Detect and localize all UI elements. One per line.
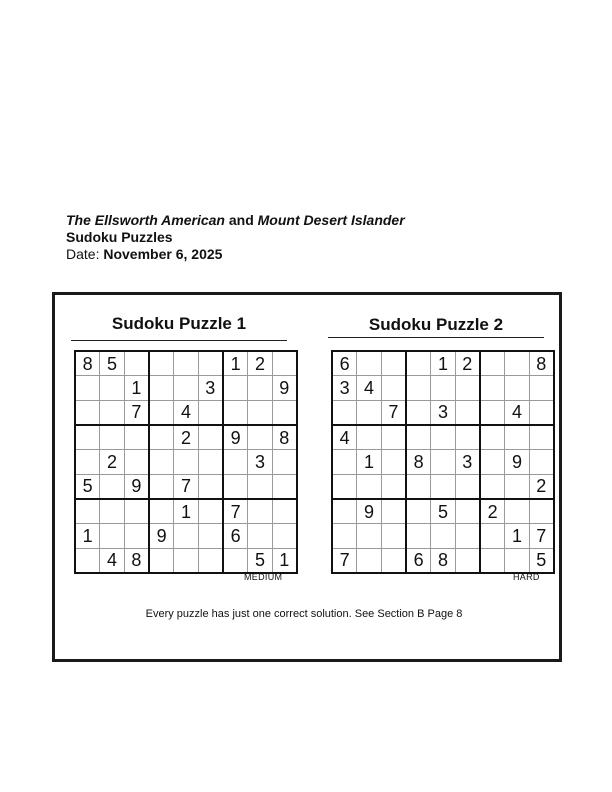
grid-row: [75, 548, 297, 573]
sudoku-cell: [272, 450, 297, 474]
sudoku-cell: 8: [406, 450, 431, 474]
sudoku-cell: [248, 400, 272, 425]
sudoku-cell: [272, 351, 297, 376]
sudoku-cell: 4: [100, 548, 124, 573]
sudoku-cell: [100, 376, 124, 400]
sudoku-cell: 3: [332, 376, 357, 400]
sudoku-cell: [455, 400, 480, 425]
puzzle-1-title: Sudoku Puzzle 1: [111, 314, 247, 333]
sudoku-cell: [198, 400, 223, 425]
sudoku-cell: [505, 548, 529, 573]
sudoku-cell: [149, 474, 174, 499]
sudoku-cell: [174, 524, 198, 548]
sudoku-cell: [357, 548, 381, 573]
sudoku-cell: 9: [272, 376, 297, 400]
publication-name-1: The Ellsworth American: [66, 212, 225, 228]
publication-name-2: Mount Desert Islander: [257, 212, 405, 228]
sudoku-cell: 6: [332, 351, 357, 376]
sudoku-cell: [272, 400, 297, 425]
sudoku-cell: [406, 474, 431, 499]
sudoku-cell: [529, 400, 554, 425]
sudoku-cell: 6: [223, 524, 248, 548]
sudoku-cell: [149, 548, 174, 573]
date-line: [66, 246, 405, 263]
sudoku-cell: 8: [124, 548, 149, 573]
sudoku-cell: [357, 351, 381, 376]
sudoku-cell: [272, 474, 297, 499]
sudoku-cell: [381, 524, 406, 548]
sudoku-cell: 2: [100, 450, 124, 474]
sudoku-cell: [357, 474, 381, 499]
sudoku-cell: [332, 400, 357, 425]
sudoku-cell: [455, 425, 480, 450]
sudoku-cell: 1: [223, 351, 248, 376]
sudoku-cell: 4: [505, 400, 529, 425]
sudoku-cell: [198, 548, 223, 573]
document-subtitle: Sudoku Puzzles: [66, 229, 173, 245]
sudoku-cell: [480, 524, 505, 548]
sudoku-cell: [198, 425, 223, 450]
grid-row: [332, 376, 554, 400]
sudoku-cell: [357, 425, 381, 450]
sudoku-cell: [406, 351, 431, 376]
sudoku-cell: [357, 524, 381, 548]
grid-row: [75, 425, 297, 450]
sudoku-cell: 1: [272, 548, 297, 573]
sudoku-cell: [455, 474, 480, 499]
sudoku-cell: [332, 450, 357, 474]
sudoku-cell: 9: [505, 450, 529, 474]
sudoku-cell: 7: [332, 548, 357, 573]
grid-row: [75, 400, 297, 425]
sudoku-cell: [75, 425, 100, 450]
sudoku-cell: 1: [75, 524, 100, 548]
sudoku-cell: 4: [332, 425, 357, 450]
sudoku-cell: [223, 548, 248, 573]
sudoku-cell: [149, 450, 174, 474]
sudoku-cell: [480, 376, 505, 400]
sudoku-cell: 2: [455, 351, 480, 376]
footnote: Every puzzle has just one correct solution. See Section B Page 8: [145, 608, 463, 620]
sudoku-cell: [431, 450, 455, 474]
sudoku-cell: [124, 524, 149, 548]
sudoku-cell: [124, 499, 149, 524]
sudoku-cell: 7: [381, 400, 406, 425]
puzzle-1-title-rule: [71, 340, 287, 341]
sudoku-cell: 5: [75, 474, 100, 499]
sudoku-cell: 5: [431, 499, 455, 524]
sudoku-cell: [431, 524, 455, 548]
puzzle-2-difficulty: HARD: [513, 572, 540, 582]
sudoku-cell: [381, 425, 406, 450]
sudoku-cell: [198, 524, 223, 548]
sudoku-cell: 9: [124, 474, 149, 499]
sudoku-cell: [332, 474, 357, 499]
sudoku-cell: 4: [174, 400, 198, 425]
sudoku-cell: [480, 450, 505, 474]
sudoku-cell: [124, 450, 149, 474]
sudoku-cell: [198, 474, 223, 499]
sudoku-cell: [381, 499, 406, 524]
sudoku-cell: [529, 425, 554, 450]
sudoku-cell: 2: [529, 474, 554, 499]
sudoku-cell: [248, 376, 272, 400]
grid-row: [332, 499, 554, 524]
sudoku-cell: [149, 376, 174, 400]
sudoku-cell: [223, 376, 248, 400]
grid-row: [332, 425, 554, 450]
sudoku-cell: [381, 548, 406, 573]
grid-row: [332, 400, 554, 425]
grid-row: [75, 474, 297, 499]
sudoku-cell: [149, 425, 174, 450]
sudoku-cell: [149, 400, 174, 425]
sudoku-cell: 1: [431, 351, 455, 376]
sudoku-cell: [431, 376, 455, 400]
grid-row: [75, 376, 297, 400]
sudoku-cell: [406, 400, 431, 425]
puzzle-2-title: Sudoku Puzzle 2: [368, 315, 504, 334]
sudoku-cell: 7: [124, 400, 149, 425]
sudoku-cell: [223, 450, 248, 474]
sudoku-cell: [75, 376, 100, 400]
sudoku-cell: [505, 376, 529, 400]
sudoku-cell: [406, 376, 431, 400]
grid-row: [332, 351, 554, 376]
sudoku-cell: 5: [529, 548, 554, 573]
sudoku-cell: 4: [357, 376, 381, 400]
sudoku-cell: 5: [100, 351, 124, 376]
sudoku-cell: [529, 376, 554, 400]
sudoku-cell: [431, 425, 455, 450]
grid-row: [75, 499, 297, 524]
sudoku-cell: [505, 474, 529, 499]
sudoku-cell: 2: [248, 351, 272, 376]
sudoku-cell: [149, 351, 174, 376]
grid-row: [332, 548, 554, 573]
sudoku-cell: [455, 499, 480, 524]
sudoku-cell: [406, 499, 431, 524]
sudoku-cell: 7: [529, 524, 554, 548]
sudoku-cell: [332, 524, 357, 548]
sudoku-cell: [223, 400, 248, 425]
sudoku-cell: [480, 548, 505, 573]
sudoku-cell: 1: [505, 524, 529, 548]
sudoku-cell: [248, 524, 272, 548]
grid-row: [75, 351, 297, 376]
sudoku-cell: [124, 351, 149, 376]
sudoku-cell: [455, 376, 480, 400]
sudoku-cell: [75, 450, 100, 474]
sudoku-cell: [174, 548, 198, 573]
date-value: November 6, 2025: [103, 246, 223, 262]
publication-line: [66, 212, 405, 229]
sudoku-cell: [505, 351, 529, 376]
sudoku-cell: [223, 474, 248, 499]
sudoku-cell: 3: [455, 450, 480, 474]
sudoku-cell: [480, 351, 505, 376]
sudoku-cell: [272, 524, 297, 548]
sudoku-cell: 7: [174, 474, 198, 499]
sudoku-cell: [272, 499, 297, 524]
sudoku-cell: [100, 524, 124, 548]
sudoku-cell: [100, 474, 124, 499]
sudoku-cell: [480, 474, 505, 499]
sudoku-cell: 1: [174, 499, 198, 524]
sudoku-cell: [198, 450, 223, 474]
sudoku-cell: [124, 425, 149, 450]
puzzle-1-grid: [74, 350, 298, 574]
sudoku-cell: 9: [357, 499, 381, 524]
sudoku-cell: [100, 499, 124, 524]
sudoku-cell: 9: [149, 524, 174, 548]
sudoku-cell: [480, 425, 505, 450]
sudoku-cell: 3: [431, 400, 455, 425]
sudoku-cell: 8: [272, 425, 297, 450]
sudoku-cell: [455, 548, 480, 573]
sudoku-cell: [480, 400, 505, 425]
publication-conjunction: and: [228, 212, 254, 228]
sudoku-cell: [381, 450, 406, 474]
sudoku-cell: [406, 425, 431, 450]
sudoku-cell: [248, 474, 272, 499]
sudoku-cell: 3: [198, 376, 223, 400]
sudoku-cell: 9: [223, 425, 248, 450]
puzzle-2-title-rule: [328, 337, 544, 338]
sudoku-cell: [431, 474, 455, 499]
sudoku-cell: [174, 376, 198, 400]
sudoku-cell: 7: [223, 499, 248, 524]
sudoku-cell: [174, 351, 198, 376]
sudoku-cell: [198, 351, 223, 376]
grid-row: [332, 450, 554, 474]
sudoku-cell: [505, 499, 529, 524]
sudoku-cell: [381, 351, 406, 376]
grid-row: [75, 450, 297, 474]
puzzle-1-difficulty: MEDIUM: [244, 572, 283, 582]
sudoku-cell: 2: [480, 499, 505, 524]
date-label: Date:: [66, 246, 100, 262]
sudoku-cell: [357, 400, 381, 425]
sudoku-cell: [100, 425, 124, 450]
sudoku-cell: [75, 400, 100, 425]
sudoku-cell: [381, 474, 406, 499]
grid-row: [332, 524, 554, 548]
sudoku-cell: [75, 499, 100, 524]
sudoku-cell: 6: [406, 548, 431, 573]
sudoku-cell: 8: [529, 351, 554, 376]
sudoku-cell: 8: [75, 351, 100, 376]
sudoku-cell: [174, 450, 198, 474]
sudoku-cell: [198, 499, 223, 524]
sudoku-cell: [455, 524, 480, 548]
sudoku-cell: [100, 400, 124, 425]
sudoku-cell: [149, 499, 174, 524]
sudoku-cell: 5: [248, 548, 272, 573]
sudoku-cell: [75, 548, 100, 573]
puzzle-2-grid: [331, 350, 555, 574]
sudoku-cell: [248, 425, 272, 450]
sudoku-cell: 3: [248, 450, 272, 474]
sudoku-cell: [529, 450, 554, 474]
sudoku-cell: [248, 499, 272, 524]
document-header: [66, 212, 405, 263]
sudoku-cell: 2: [174, 425, 198, 450]
sudoku-cell: [381, 376, 406, 400]
sudoku-cell: [406, 524, 431, 548]
sudoku-cell: 8: [431, 548, 455, 573]
grid-row: [332, 474, 554, 499]
sudoku-cell: 1: [124, 376, 149, 400]
grid-row: [75, 524, 297, 548]
sudoku-cell: [505, 425, 529, 450]
sudoku-cell: [529, 499, 554, 524]
sudoku-cell: [332, 499, 357, 524]
sudoku-cell: 1: [357, 450, 381, 474]
